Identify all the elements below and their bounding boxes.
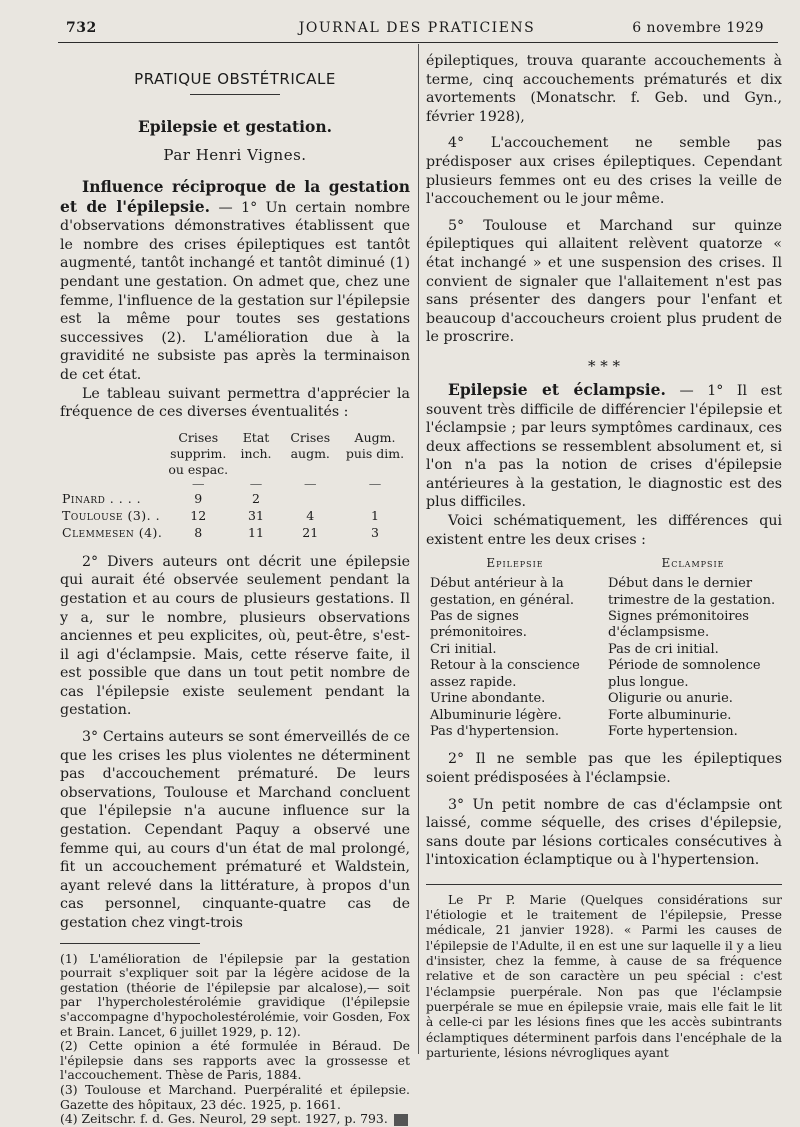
article-title: Epilepsie et gestation. xyxy=(137,117,333,136)
eclampsie-point-3: 3° Un petit nombre de cas d'éclampsie ont laissé, comme séquelle, des crises d'épilepsie, sans doute par lésions corticales consécutives à l'intoxication éclamptique ou à l'hypertension. xyxy=(426,796,782,869)
section-stars: * * * xyxy=(587,356,621,375)
compare-cell: Retour à la conscience assez rapide. xyxy=(430,658,580,690)
compare-cell: Début dans le dernier trimestre de la gestation. xyxy=(608,576,776,608)
compare-header: Eclampsie xyxy=(661,556,725,571)
intro-heading: Influence réciproque de la gestation et de l'épilepsie. xyxy=(60,177,410,216)
compare-row xyxy=(426,724,782,740)
stats-header: Etat inch. xyxy=(240,429,272,461)
intro-text: — 1° Un certain nombre d'observations démonstratives établissent que le nombre des crises épileptiques est tantôt augmenté, tantôt inchangé et tantôt diminué (1) pendant une gestation. On admet que, chez une femme, l'influence de la gestation sur l'épilepsie est la même pour toutes ses gestations successives (2). L'amélioration due à la gravidité ne subsiste pas après la terminaison de cet état. xyxy=(60,199,410,383)
left-column xyxy=(60,52,410,1127)
table-cell: Clemmesen (4). xyxy=(62,524,163,540)
stats-table xyxy=(60,430,410,541)
compare-cell: Pas d'hypertension. xyxy=(430,723,560,739)
eclampsie-text: — 1° Il est souvent très difficile de différencier l'épilepsie et l'éclampsie ; par leurs symptômes cardinaux, ces deux affections se ressemblent absolument et, si l'on n'a pas la notion de crises d'épilepsie antérieures à la gestation, le diagnostic est des plus difficiles. xyxy=(426,382,782,511)
compare-header: Epilepsie xyxy=(486,556,544,571)
footnote: (3) Toulouse et Marchand. Puerpéralité et épilepsie. Gazette des hôpitaux, 23 déc. 1925, p. 1661. xyxy=(60,1081,410,1112)
stats-header: Crises augm. xyxy=(290,429,331,461)
compare-row xyxy=(426,708,782,724)
right-column xyxy=(426,52,782,1061)
running-header xyxy=(62,18,772,42)
paragraph-5: 5° Toulouse et Marchand sur quinze épileptiques qui allaitent relèvent quatorze « état inchangé » et une suspension des crises. Il convient de signaler que l'allaitement n'est pas sans présenter des dangers pour l'enfant et beaucoup d'accoucheurs croient plus prudent de le proscrire. xyxy=(426,217,782,346)
paragraph-3: 3° Certains auteurs se sont émerveillés de ce que les crises les plus violentes ne déterminent pas d'accouchement prématuré. De leurs observations, Toulouse et Marchand concluent que l'épilepsie n'a aucune influence sur la gestation. Cependant Paquy a observé une femme qui, au cours d'un état de mal prolongé, fit un accouchement prématuré et Waldstein, ayant relevé dans la littérature, à propos d'un cas personnel, cinquante-quatre cas de gestation chez vingt-trois xyxy=(60,729,410,931)
journal-title: JOURNAL DES PRATICIENS xyxy=(298,20,536,36)
compare-row xyxy=(426,658,782,691)
eclampsie-heading: Epilepsie et éclampsie. xyxy=(448,379,666,399)
table-cell: 31 xyxy=(248,507,264,523)
compare-cell: Urine abondante. xyxy=(430,691,546,707)
stats-header xyxy=(60,430,165,478)
byline: Par Henri Vignes. xyxy=(163,146,307,164)
stats-header: Crises supprim. ou espac. xyxy=(168,429,229,477)
compare-cell: Forte hypertension. xyxy=(608,723,738,739)
table-cell: Pinard . . . . xyxy=(62,490,142,506)
table-cell: 9 xyxy=(194,490,203,506)
footnote-with-stamp xyxy=(60,1112,410,1127)
compare-cell: Oligurie ou anurie. xyxy=(608,691,733,707)
table-cell: 2 xyxy=(252,490,260,506)
marie-quote: Le Pr P. Marie (Quelques considérations sur l'étiologie et le traitement de l'épilepsie, Presse médicale, 21 janvier 1928). « Parmi les causes de l'épilepsie de l'Adulte, il en est une sur laquelle il y a lieu d'insister, chez la femme, à cause de sa fréquence relative et de son caractère un peu spécial : c'est l'éclampsie puerpérale. Non pas que l'éclampsie puerpérale se mue en épilepsie vraie, mais elle fait le lit à celle-ci par les lésions fines que les accès subintrants éclamptiques déterminent parfois dans l'encéphale de la parturiente, lésions névrogliques ayant xyxy=(426,892,782,1060)
table-dash-row: — — — — xyxy=(192,475,382,491)
footnote: (2) Cette opinion a été formulée in Béraud. De l'épilepsie dans ses rapports avec la grossesse et l'accouchement. Thèse de Paris, 1884. xyxy=(60,1038,410,1083)
intro-paragraph xyxy=(60,178,410,385)
table-cell xyxy=(281,490,341,507)
table-cell: Toulouse (3). . xyxy=(62,507,161,523)
table-cell: 11 xyxy=(248,524,264,540)
table-cell: 21 xyxy=(302,524,319,540)
section-rule xyxy=(190,94,280,95)
paragraph-4: 4° L'accouchement ne semble pas prédisposer aux crises épileptiques. Cependant plusieurs femmes ont eu des crises la veille de l'accouchement ou le jour même. xyxy=(426,135,782,208)
table-cell: 4 xyxy=(306,507,315,523)
footnote: (4) Zeitschr. f. d. Ges. Neurol, 29 sept. 1927, p. 793. xyxy=(60,1111,388,1127)
footnote: (1) L'amélioration de l'épilepsie par la gestation pourrait s'expliquer soit par la légère acidose de la gestation (théorie de l'épilepsie par alcalose),— soit par l'hypercholestérolémie gravidique (l'épilepsie s'accompagne d'hypocholestérolémie, voir Gosden, Fox et Brain. Lancet, 6 juillet 1929, p. 12). xyxy=(60,950,410,1039)
compare-row xyxy=(426,691,782,707)
column-divider xyxy=(418,44,419,1054)
footnote-rule xyxy=(60,943,200,944)
table-cell xyxy=(340,490,410,507)
compare-cell: Albuminurie légère. xyxy=(430,707,562,723)
table-row xyxy=(60,507,410,524)
header-rule xyxy=(58,42,778,43)
eclampsie-paragraph xyxy=(426,381,782,512)
quote-rule xyxy=(426,884,782,885)
section-title: PRATIQUE OBSTÉTRICALE xyxy=(134,70,336,88)
compare-cell: Période de somnolence plus longue. xyxy=(608,658,761,690)
compare-cell: Signes prémonitoires d'éclampsisme. xyxy=(608,609,749,641)
issue-date: 6 novembre 1929 xyxy=(632,20,764,36)
table-cell: 8 xyxy=(194,524,203,540)
compare-row xyxy=(426,609,782,642)
compare-row xyxy=(426,576,782,609)
page-number: 732 xyxy=(66,20,97,36)
compare-cell: Forte albuminurie. xyxy=(608,707,732,723)
compare-cell: Pas de cri initial. xyxy=(608,641,719,657)
compare-cell: Cri initial. xyxy=(430,641,497,657)
compare-intro: Voici schématiquement, les différences qui existent entre les deux crises : xyxy=(426,513,782,548)
paragraph-2: 2° Divers auteurs ont décrit une épilepsie qui aurait été observée seulement pendant la gestation et au cours de plusieurs gestations. Il y a, sur le nombre, plusieurs observations anciennes et peu explicites, où, peut-être, s'est-il agi d'éclampsie. Mais, cette réserve faite, il est possible que dans un tout petit nombre de cas l'épilepsie existe seulement pendant la gestation. xyxy=(60,553,410,719)
table-intro: Le tableau suivant permettra d'apprécier la fréquence de ces diverses éventualités : xyxy=(60,385,410,421)
stats-header: Augm. puis dim. xyxy=(345,429,405,461)
compare-cell: Pas de signes prémonitoires. xyxy=(430,609,527,641)
table-cell: 12 xyxy=(190,507,207,523)
library-stamp-icon xyxy=(394,1114,408,1126)
table-row xyxy=(60,524,410,541)
compare-row xyxy=(426,642,782,658)
table-cell: 3 xyxy=(371,524,379,540)
comparison-table xyxy=(426,555,782,740)
paragraph-continued: épileptiques, trouva quarante accouchements à terme, cinq accouchements prématurés et dix avortements (Monatschr. f. Geb. und Gyn., février 1928), xyxy=(426,53,782,125)
compare-cell: Début antérieur à la gestation, en général. xyxy=(430,576,575,608)
table-row xyxy=(60,490,410,507)
table-cell: 1 xyxy=(371,507,379,523)
eclampsie-point-2: 2° Il ne semble pas que les épileptiques soient prédisposées à l'éclampsie. xyxy=(426,751,782,786)
